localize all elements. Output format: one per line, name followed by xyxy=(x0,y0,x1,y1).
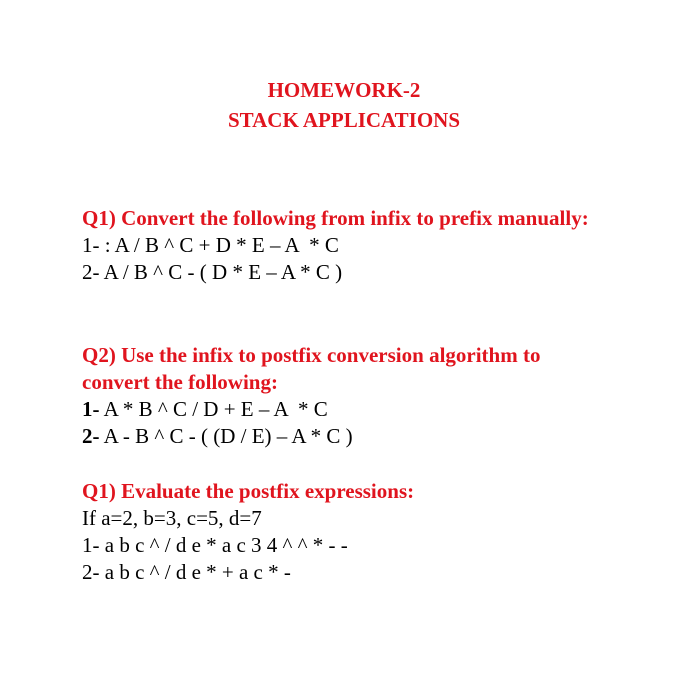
homework-subtitle: STACK APPLICATIONS xyxy=(227,108,460,132)
question-2-section xyxy=(82,342,606,450)
question-1-section xyxy=(82,205,606,286)
question-3-item-1: 1- a b c ^ / d e * a c 3 4 ^ ^ * - - xyxy=(82,533,348,557)
question-3-heading: Q1) Evaluate the postfix expressions: xyxy=(82,479,415,503)
question-2-item-2 xyxy=(82,423,606,450)
question-1-heading: Q1) Convert the following from infix to prefix manually: xyxy=(82,206,589,230)
question-2-item-1 xyxy=(82,396,606,423)
question-2-item-2-number: 2- xyxy=(82,424,100,448)
question-3-section xyxy=(82,478,606,586)
question-3-given-values: If a=2, b=3, c=5, d=7 xyxy=(82,506,262,530)
question-2-item-1-number: 1- xyxy=(82,397,100,421)
question-2-item-1-text: A * B ^ C / D + E – A * C xyxy=(99,397,328,421)
question-2-item-2-text: A - B ^ C - ( (D / E) – A * C ) xyxy=(99,424,353,448)
question-2-heading: Q2) Use the infix to postfix conversion algorithm to convert the following: xyxy=(82,343,541,394)
homework-title: HOMEWORK-2 xyxy=(267,78,421,102)
question-3-item-2: 2- a b c ^ / d e * + a c * - xyxy=(82,560,291,584)
question-1-item-1: 1- : A / B ^ C + D * E – A * C xyxy=(82,233,339,257)
question-1-item-2: 2- A / B ^ C - ( D * E – A * C ) xyxy=(82,260,343,284)
